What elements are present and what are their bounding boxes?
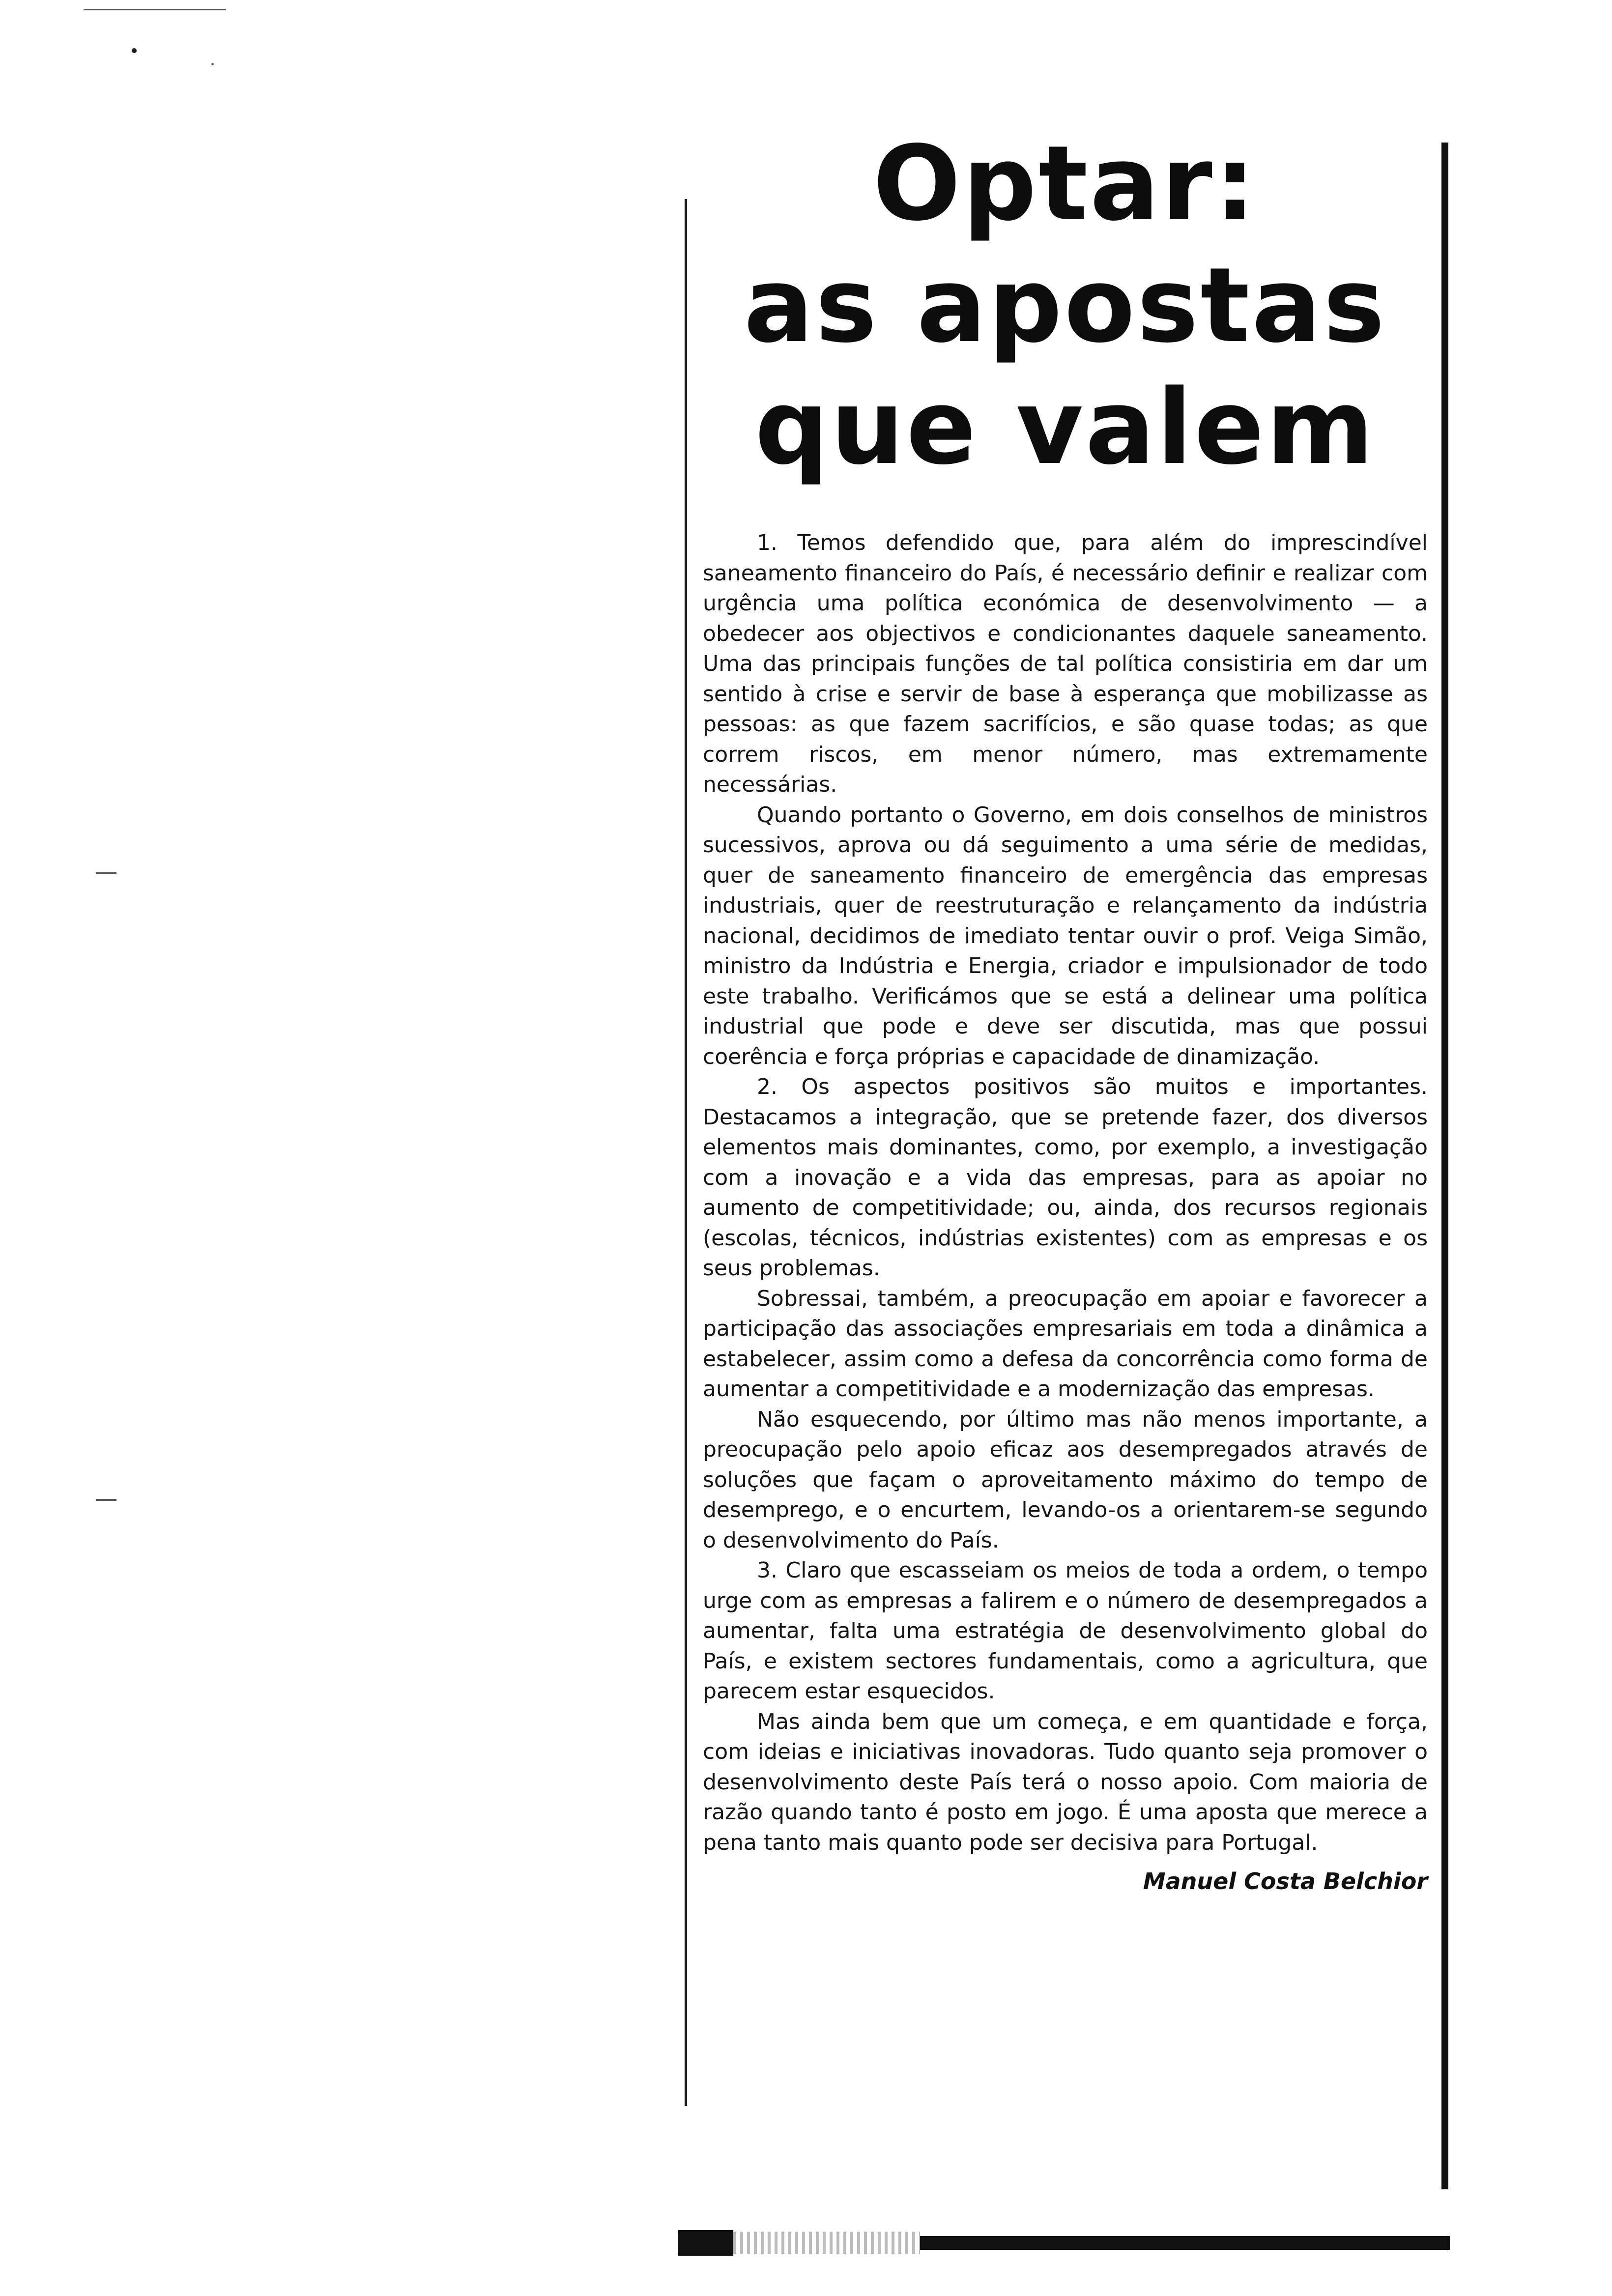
headline-line-3: que valem xyxy=(754,367,1376,488)
headline xyxy=(703,123,1428,488)
author-signature: Manuel Costa Belchior xyxy=(1143,1868,1428,1894)
article-body xyxy=(703,528,1428,1858)
margin-tick xyxy=(96,872,116,874)
bottom-rule-bar xyxy=(920,2236,1450,2250)
article xyxy=(703,123,1428,1896)
paragraph-1: 1. Temos defendido que, para além do imprescindível saneamento financeiro do País, é necessário definir e realizar com urgência uma política económica de desenvolvimento — a obedecer aos objectivos e condicionantes daquele saneamento. Uma das principais funções de tal política consistiria em dar um sentido à crise e servir de base à esperança que mobilizasse as pessoas: as que fazem sacrifícios, e são quase todas; as que correm riscos, em menor número, mas extremamente necessárias. xyxy=(703,530,1428,797)
paragraph-3: 2. Os aspectos positivos são muitos e importantes. Destacamos a integração, que se pretende fazer, dos diversos elementos mais dominantes, como, por exemplo, a investigação com a inovação e a vida das empresas, para as apoiar no aumento de competitividade; ou, ainda, dos recursos regionais (escolas, técnicos, indústrias existentes) com as empresas e os seus problemas. xyxy=(703,1074,1428,1281)
margin-tick xyxy=(96,1499,116,1501)
paragraph-5: Não esquecendo, por último mas não menos importante, a preocupação pelo apoio eficaz aos desempregados através de soluções que façam o aproveitamento máximo do tempo de desemprego, e o encurtem, levando-os a orientarem-se segundo o desenvolvimento do País. xyxy=(703,1406,1428,1553)
bottom-rule xyxy=(678,2230,1450,2256)
column-rule-right xyxy=(1441,143,1448,2189)
paragraph-6: 3. Claro que escasseiam os meios de toda a ordem, o tempo urge com as empresas a falirem e o número de desempregados a aumentar, falta uma estratégia de desenvolvimento global do País, e existem sectores fundamentais, como a agricultura, que parecem estar esquecidos. xyxy=(703,1558,1428,1704)
bottom-rule-block xyxy=(678,2230,733,2256)
scan-dot xyxy=(211,63,214,65)
headline-line-1: Optar: xyxy=(873,123,1258,244)
scan-dot xyxy=(132,48,137,53)
bottom-rule-gap xyxy=(733,2232,920,2254)
paragraph-7: Mas ainda bem que um começa, e em quantidade e força, com ideias e iniciativas inovadoras. Tudo quanto seja promover o desenvolvimento deste País terá o nosso apoio. Com maioria de razão quando tanto é posto em jogo. É uma aposta que merece a pena tanto mais quanto pode ser decisiva para Portugal. xyxy=(703,1709,1428,1855)
column-rule-left xyxy=(685,199,687,2106)
headline-line-2: as apostas xyxy=(744,245,1387,366)
paragraph-2: Quando portanto o Governo, em dois conselhos de ministros sucessivos, aprova ou dá seguimento a uma série de medidas, quer de saneamento financeiro de emergência das empresas industriais, quer de reestruturação e relançamento da indústria nacional, decidimos de imediato tentar ouvir o prof. Veiga Simão, ministro da Indústria e Energia, criador e impulsionador de todo este trabalho. Verificámos que se está a delinear uma política industrial que pode e deve ser discutida, mas que possui coerência e força próprias e capacidade de dinamização. xyxy=(703,802,1428,1069)
scan-line-top-left xyxy=(84,9,226,10)
paragraph-4: Sobressai, também, a preocupação em apoiar e favorecer a participação das associações empresariais em toda a dinâmica a estabelecer, assim como a defesa da concorrência como forma de aumentar a competitividade e a modernização das empresas. xyxy=(703,1286,1428,1402)
